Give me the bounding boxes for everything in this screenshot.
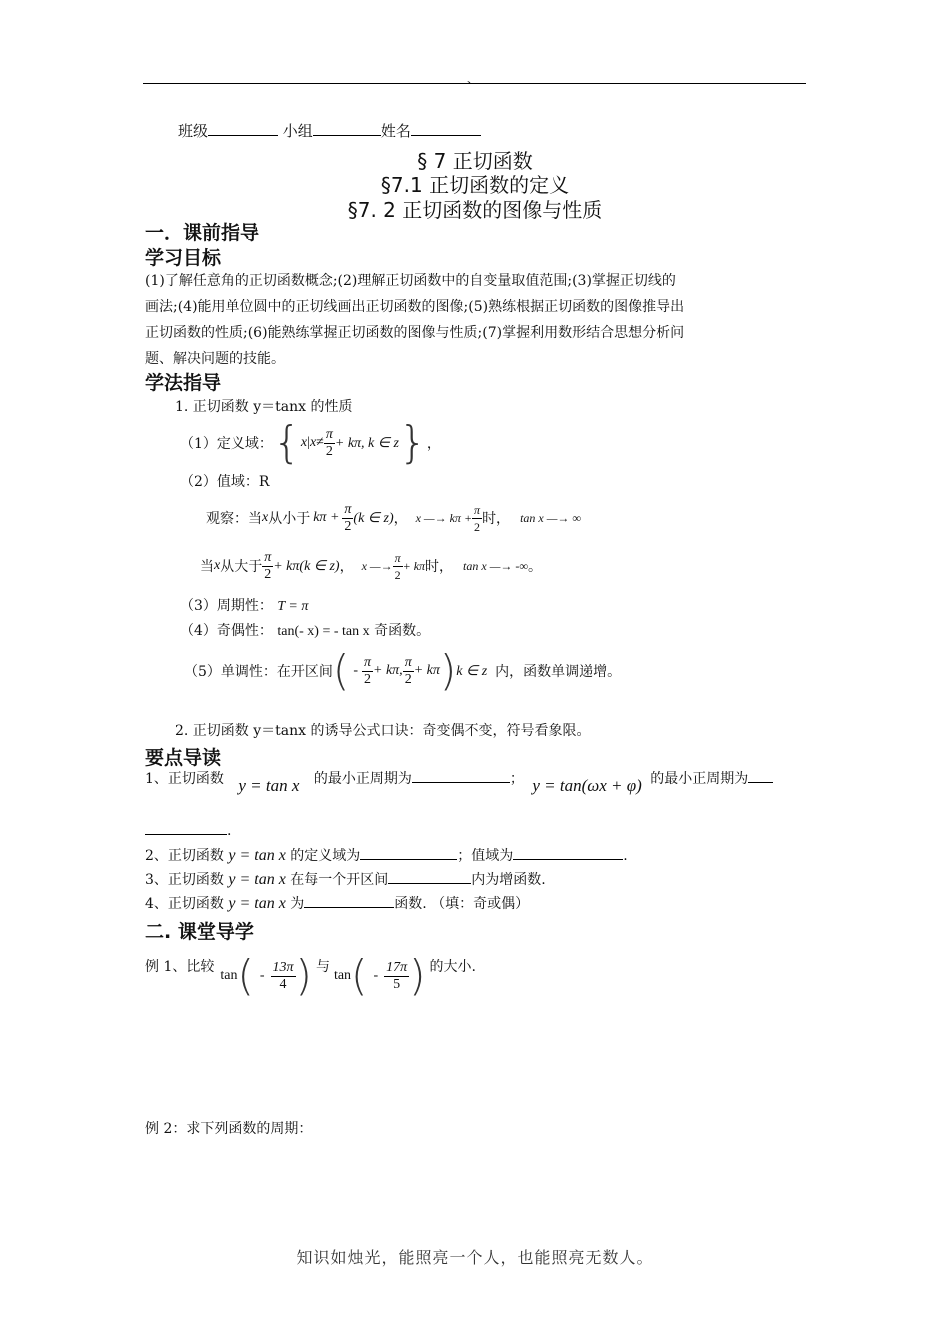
example1-with: 与 [315,959,330,975]
observe-x: x [262,510,269,525]
q2-math: y = tan x [228,847,286,864]
observe-label: 观察：当 [206,511,262,527]
observe-tan-limit: tan x —→ ∞ [520,510,581,525]
q1-text-b: 的最小正周期为 [313,771,412,787]
q1-blank-2a[interactable] [748,768,773,783]
chapter-title: § 7 正切函数 [417,149,533,173]
parity-math: tan(- x) = - tan x [277,624,370,639]
when2-label: 当 [200,559,214,575]
period-label: （3）周期性： [180,598,273,614]
header-rule [143,83,806,84]
observe-k: kπ + [313,510,340,525]
observe-limit-x: x —→ kπ + [415,510,473,525]
section-title-7-1: §7.1 正切函数的定义 [380,173,570,197]
objectives-line: 题、解决问题的技能。 [145,351,285,367]
parity-tail: 奇函数。 [374,623,431,639]
when-greater-line [200,545,542,587]
objectives-text [145,268,808,372]
q3-text-c: 内为增函数. [471,872,546,888]
range-line: （2）值域：R [180,474,270,490]
q4-text-c: 函数. （填：奇或偶） [394,896,530,912]
q2-blank-domain[interactable] [360,845,457,860]
example1-frac-2: $\frac{17\pi}{5}$ [386,959,408,992]
footer-quote: 知识如烛光，能照亮一个人，也能照亮无数人。 [296,1248,654,1267]
observe-kz: (k ∈ z) [353,510,394,526]
q1-end: . [227,823,232,839]
q3-blank[interactable] [388,869,471,884]
monotonic-line [184,645,621,697]
objectives-line: 画法;(4)能用单位圆中的正切线画出正切函数的图像;(5)熟练根据正切函数的图像推导出 [145,299,685,315]
pi-over-2: $\frac{\pi}{2}$ [404,654,412,687]
class-label: 班级 [178,122,209,140]
when2-mid: 从大于 [220,559,263,575]
q1-blank-1[interactable] [412,768,510,783]
domain-tail: ， [426,436,441,452]
keypoint-2 [145,845,628,865]
example1-minus-1: - [259,968,265,983]
when2-when: 时， [425,559,454,575]
group-blank[interactable] [313,121,381,136]
q1-semicolon: ； [509,771,524,787]
mono-minus: - [353,663,358,678]
right-brace: } [398,417,427,468]
left-paren: ( [332,646,350,695]
section-heading-in-class: 二. 课堂导学 [145,921,254,943]
domain-x: x [300,435,308,450]
pi-over-2-small: $\frac{\pi}{2}$ [394,550,401,582]
domain-bar: | [307,435,310,450]
mono-kpi2: + kπ [413,663,440,678]
q1-blank-2b[interactable] [145,820,227,835]
right-paren: ) [295,951,312,1000]
q3-math: y = tan x [228,871,286,888]
when2-tan-limit: tan x —→ -∞ [463,558,528,573]
domain-neq: ≠ [316,435,324,450]
q2-blank-range[interactable] [513,845,623,860]
q3-text-a: 3、正切函数 [145,872,224,888]
group-label: 小组 [282,122,313,140]
example1-minus-2: - [373,968,379,983]
example1-tan-2: tan [333,968,352,983]
keypoints-heading: 要点导读 [145,747,222,769]
method-item-2: 2. 正切函数 y＝tanx 的诱导公式口诀：奇变偶不变，符号看象限。 [175,723,591,739]
section-title-7-2: §7. 2 正切函数的图像与性质 [347,198,603,222]
q1-math-2: y = tan(ωx + φ) [532,776,642,795]
pi-over-2: $\frac{\pi}{2}$ [264,549,272,582]
q2-text-a: 2、正切函数 [145,848,224,864]
when2-limit-k: + kπ [402,558,426,573]
observe-line [206,497,581,539]
q4-blank[interactable] [304,893,394,908]
q2-text-b: 的定义域为 [290,848,361,864]
q3-text-b: 在每一个开区间 [290,872,389,888]
student-info [178,120,481,141]
header-mark: 、 [467,72,480,86]
mono-label: （5）单调性：在开区间 [184,664,333,680]
domain-rest: + kπ, k ∈ z [334,435,399,451]
q1-text-c: 的最小正周期为 [650,771,749,787]
period-line [180,595,308,615]
q4-text-a: 4、正切函数 [145,896,224,912]
right-paren: ) [409,951,426,1000]
objectives-heading: 学习目标 [145,247,222,269]
mono-kpi1: + kπ, [373,663,403,678]
objectives-line: (1)了解任意角的正切函数概念;(2)理解正切函数中的自变量取值范围;(3)掌握正切线的 [145,273,676,289]
pi-over-2: $\frac{\pi}{2}$ [325,426,333,459]
q2-text-c: ；值域为 [457,848,514,864]
observe-mid: 从小于 [268,511,311,527]
keypoint-1-cont [145,820,231,839]
observe-comma: ， [393,511,408,527]
method-heading: 学法指导 [145,372,222,394]
objectives-line: 正切函数的性质;(6)能熟练掌握正切函数的图像与性质;(7)掌握利用数形结合思想分析问 [145,325,685,341]
parity-label: （4）奇偶性： [180,623,273,639]
keypoint-3 [145,869,546,889]
left-paren: ( [351,951,368,1000]
example1-tan-1: tan [220,968,238,983]
pi-over-2: $\frac{\pi}{2}$ [344,501,352,534]
q4-text-b: 为 [290,896,305,912]
keypoint-1 [145,768,808,808]
example1-tail: 的大小. [429,959,476,975]
when2-x: x [214,558,221,573]
left-paren: ( [237,951,254,1000]
name-label: 姓名 [380,122,411,140]
parity-line [180,620,430,640]
mono-kz: k ∈ z [456,663,488,679]
when2-end: 。 [527,559,542,575]
left-brace: { [272,417,301,468]
domain-x2: x [309,435,317,450]
when2-limit-x: x —→ [361,558,393,573]
pi-over-2-small: $\frac{\pi}{2}$ [474,502,481,534]
right-paren: ) [439,646,457,695]
name-blank[interactable] [411,121,481,136]
q1-text-a: 1、正切函数 [145,771,224,787]
domain-line [180,418,441,468]
method-item-1: 1. 正切函数 y＝tanx 的性质 [175,399,353,415]
q4-math: y = tan x [228,895,286,912]
example-1 [145,950,476,1002]
class-blank[interactable] [208,121,278,136]
example-2: 例 2：求下列函数的周期： [145,1121,313,1137]
period-math: T = π [277,599,309,614]
when2-kz: + kπ(k ∈ z) [273,558,340,574]
section-heading-pre-class: 一．课前指导 [145,222,260,244]
example1-frac-1: $\frac{13\pi}{4}$ [272,959,294,992]
when2-comma: ， [339,559,354,575]
observe-when: 时， [482,511,511,527]
pi-over-2: $\frac{\pi}{2}$ [363,654,371,687]
example1-label: 例 1、比较 [145,959,215,975]
keypoint-4 [145,893,529,913]
q2-end: . [623,848,628,864]
q1-math-1: y = tan x [238,776,300,795]
domain-label: （1）定义域： [180,436,273,452]
mono-tail: 内，函数单调递增。 [495,664,622,680]
